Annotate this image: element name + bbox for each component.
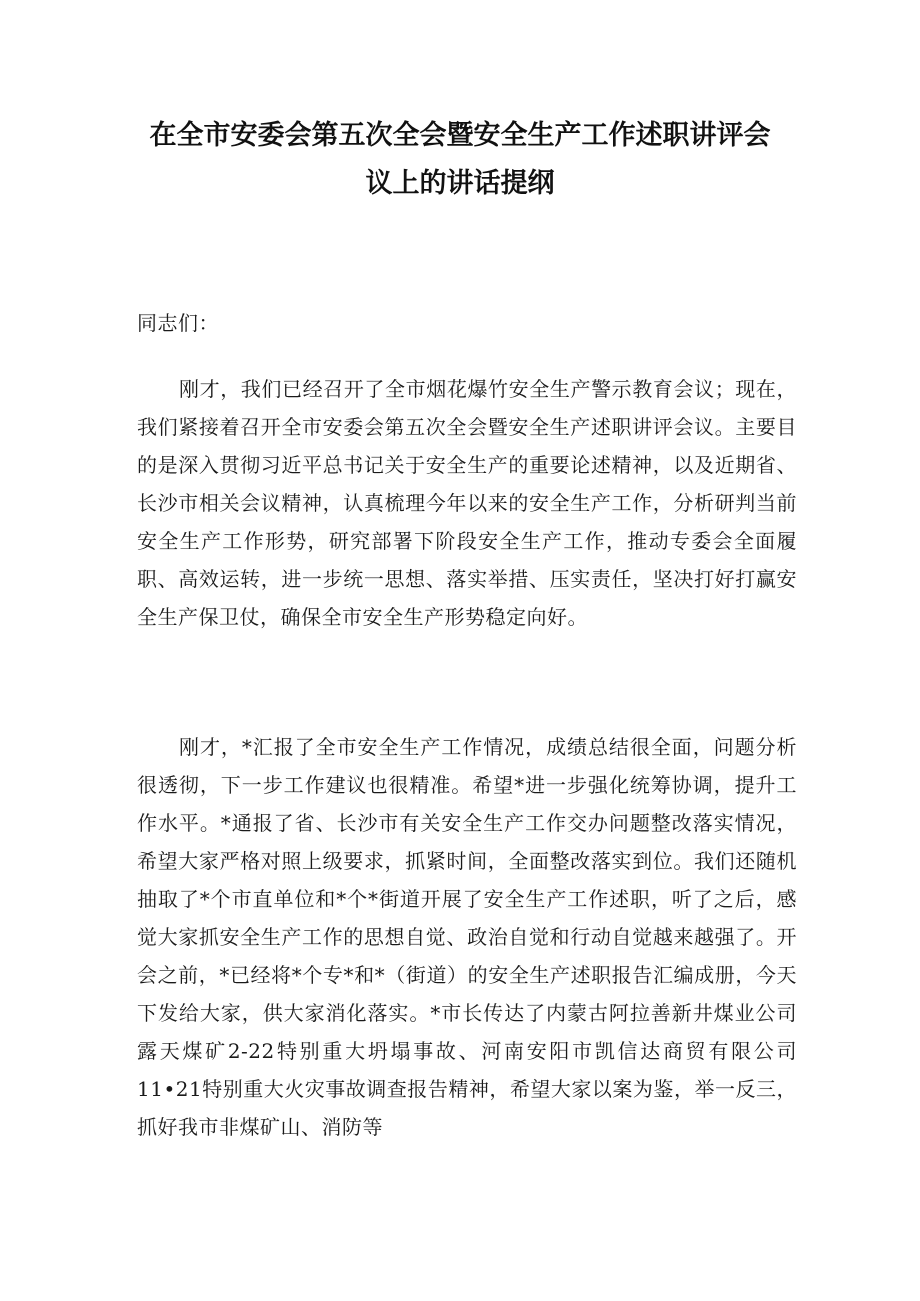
document-title [0,112,920,208]
salutation: 同志们： [137,311,219,335]
title-line-2: 议上的讲话提纲 [365,168,555,199]
paragraph-1: 刚才，我们已经召开了全市烟花爆竹安全生产警示教育会议；现在，我们紧接着召开全市安委会第五次全会暨安全生产述职讲评会议。主要目的是深入贯彻习近平总书记关于安全生产的重要论述精神，以及近期省、长沙市相关会议精神，认真梳理今年以来的安全生产工作，分析研判当前安全生产工作形势，研究部署下阶段安全生产工作，推动专委会全面履职、高效运转，进一步统一思想、落实举措、压实责任，坚决打好打赢安全生产保卫仗，确保全市安全生产形势稳定向好。 [137,377,797,629]
paragraph-2: 刚才，*汇报了全市安全生产工作情况，成绩总结很全面，问题分析很透彻，下一步工作建议也很精准。希望*进一步强化统筹协调，提升工作水平。*通报了省、长沙市有关安全生产工作交办问题整改落实情况，希望大家严格对照上级要求，抓紧时间，全面整改落实到位。我们还随机抽取了*个市直单位和*个*街道开展了安全生产工作述职，听了之后，感觉大家抓安全生产工作的思想自觉、政治自觉和行动自觉越来越强了。开会之前，*已经将*个专*和*（街道）的安全生产述职报告汇编成册，今天下发给大家，供大家消化落实。*市长传达了内蒙古阿拉善新井煤业公司露天煤矿2-22特别重大坍塌事故、河南安阳市凯信达商贸有限公司11•21特别重大火灾事故调查报告精神，希望大家以案为鉴，举一反三，抓好我市非煤矿山、消防等 [137,735,797,1139]
title-line-1: 在全市安委会第五次全会暨安全生产工作述职讲评会 [149,120,771,151]
